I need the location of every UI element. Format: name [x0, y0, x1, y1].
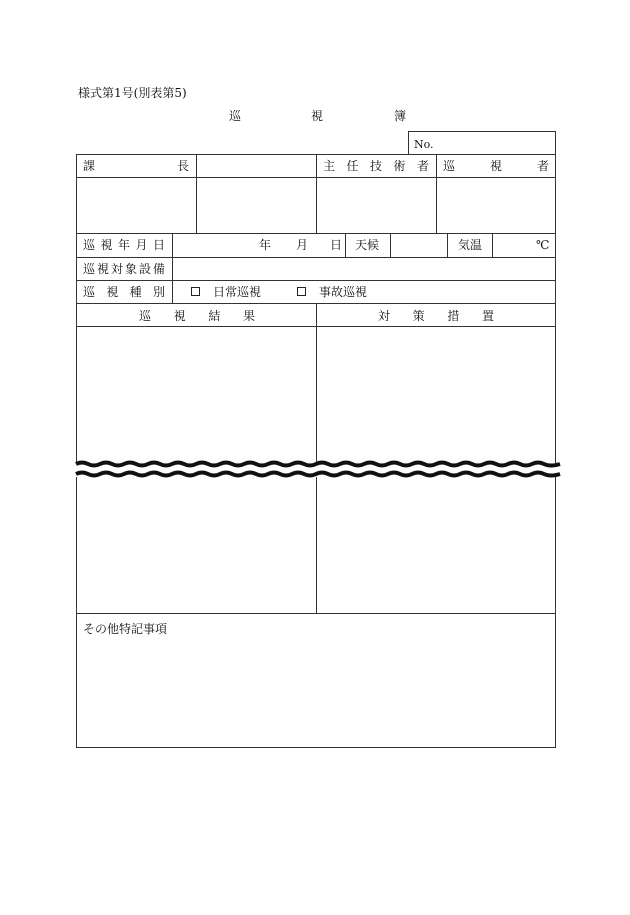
col-divider: [345, 233, 346, 257]
weather-label: 天候: [355, 238, 380, 252]
number-label: No.: [414, 138, 434, 151]
year-unit: 年: [259, 238, 272, 252]
row-divider: [76, 280, 556, 281]
date-label: 巡 視 年 月 日: [83, 238, 165, 252]
shunin-gijutsusha-label: 主 任 技 術 者: [323, 159, 429, 173]
daily-patrol-checkbox[interactable]: [191, 287, 200, 296]
title-char: 巡: [229, 109, 242, 123]
results-field-lower[interactable]: [77, 478, 316, 613]
title-char: 簿: [394, 109, 407, 123]
measures-field-lower[interactable]: [317, 478, 555, 613]
junshisha-stamp-cell[interactable]: [437, 178, 555, 233]
results-header: 巡 視 結 果: [139, 309, 255, 323]
results-field-upper[interactable]: [77, 327, 316, 462]
form-number: 様式第1号(別表第5): [78, 86, 187, 100]
measures-field-upper[interactable]: [317, 327, 555, 462]
type-label: 巡 視 種 別: [83, 285, 165, 299]
temperature-field[interactable]: [493, 234, 533, 257]
kachou-label: 課 長: [83, 159, 189, 173]
shunin-stamp-cell[interactable]: [317, 178, 436, 233]
col-divider: [447, 233, 448, 257]
measures-header: 対 策 措 置: [378, 309, 494, 323]
daily-patrol-label: 日常巡視: [213, 285, 262, 299]
accident-patrol-label: 事故巡視: [319, 285, 368, 299]
temperature-label: 気温: [458, 238, 483, 252]
temperature-unit: ℃: [536, 238, 550, 252]
accident-patrol-checkbox[interactable]: [297, 287, 306, 296]
kachou-stamp-cell[interactable]: [77, 178, 196, 233]
title-char: 視: [311, 109, 324, 123]
notes-label: その他特記事項: [83, 622, 168, 636]
notes-box[interactable]: [76, 613, 556, 748]
junshisha-label: 巡 視 者: [443, 159, 549, 173]
equipment-label: 巡 視 対 象 設 備: [83, 262, 165, 276]
weather-field[interactable]: [391, 234, 447, 257]
day-unit: 日: [330, 238, 343, 252]
month-unit: 月: [296, 238, 309, 252]
date-field[interactable]: [173, 234, 345, 257]
equipment-field[interactable]: [173, 258, 555, 280]
blank-stamp-cell[interactable]: [197, 178, 316, 233]
number-box[interactable]: [408, 131, 556, 155]
